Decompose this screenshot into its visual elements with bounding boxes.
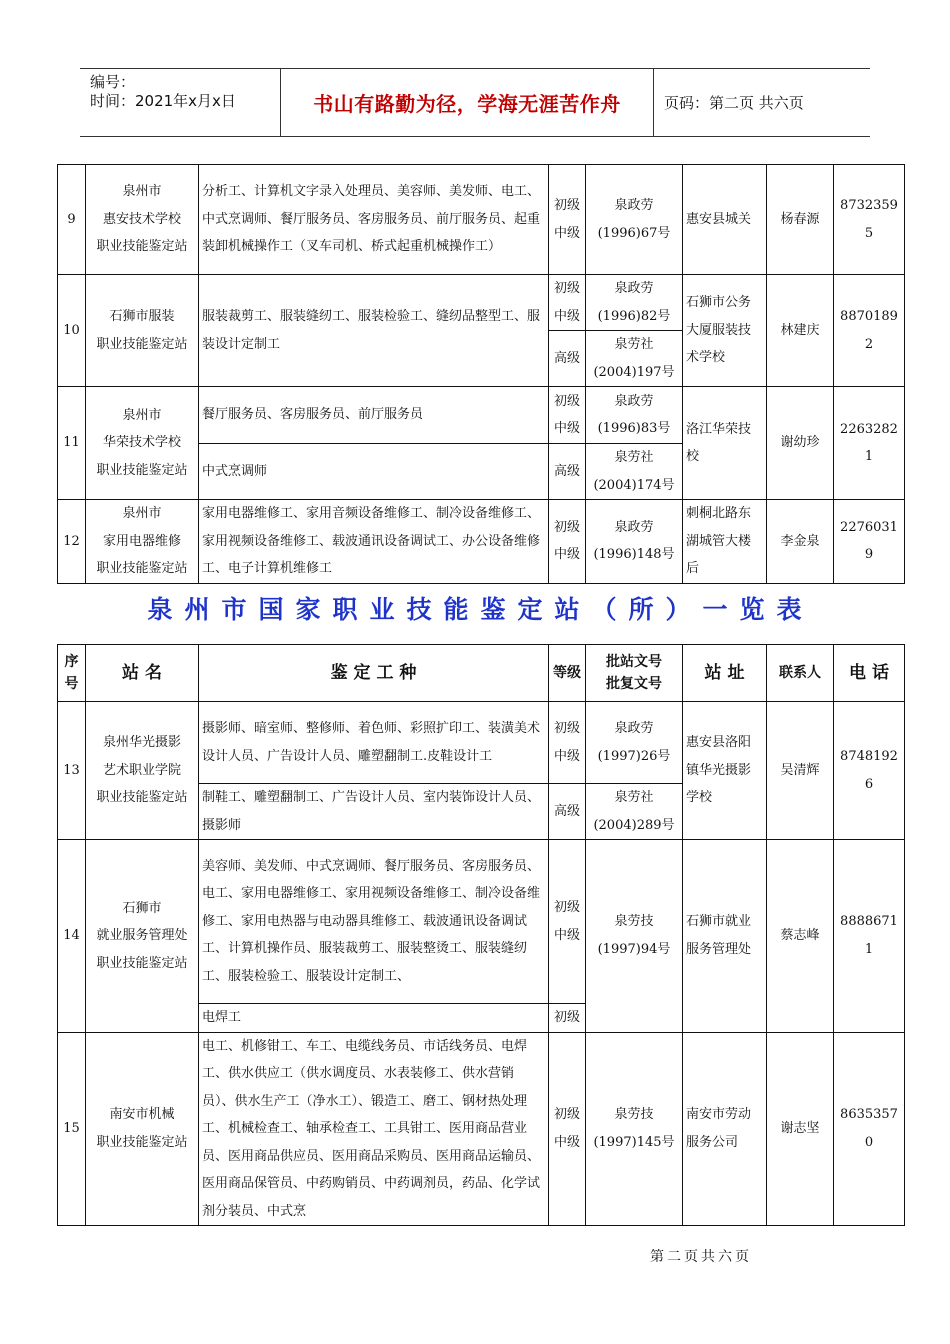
job-types: 电工、机修钳工、车工、电缆线务员、市话线务员、电焊工、供水供应工（供水调度员、水表装修工、供水营销员）、供水生产工（净水工）、锻造工、磨工、钢材热处理工、机械检查工、轴承检查工、工具钳工、医用商品营业员、医用商品供应员、医用商品采购员、医用商品运输员、医用商品保管员、中药购销员、中药调剂员，药品、化学试剂分装员、中式烹 [199,1032,549,1226]
approval-doc: 泉劳技 (1997)145号 [586,1032,683,1226]
table-header-row [58,645,905,702]
station-table-continued [57,164,905,584]
level: 初级 中级 [549,840,586,1004]
level: 初级 中级 [549,387,586,444]
station-address: 惠安县城关 [683,165,767,275]
station-address: 惠安县洛阳镇华光摄影学校 [683,702,767,840]
approval-doc: 泉劳技 (1997)94号 [586,840,683,1033]
level: 初级 中级 [549,275,586,331]
table-row [58,275,905,331]
job-types: 美容师、美发师、中式烹调师、餐厅服务员、客房服务员、电工、家用电器维修工、家用视频设备维修工、制冷设备维修工、家用电热器与电动器具维修工、载波通讯设备调试工、计算机操作员、服装裁剪工、服装整烫工、服装缝纫工、服装检验工、服装设计定制工、 [199,840,549,1004]
col-header-approval: 批站文号 批复文号 [586,645,683,702]
row-number: 13 [58,702,86,840]
col-header-level: 等级 [549,645,586,702]
approval-doc: 泉劳社 (2004)289号 [586,784,683,840]
col-header-number: 序号 [58,645,86,702]
header-page-cell [654,69,870,136]
station-name: 南安市机械 职业技能鉴定站 [86,1032,199,1226]
level: 高级 [549,444,586,500]
job-types: 中式烹调师 [199,444,549,500]
phone-number: 88886711 [834,840,905,1033]
table-row [58,840,905,1004]
contact-person: 吴清辉 [767,702,834,840]
contact-person: 李金泉 [767,500,834,584]
approval-doc: 泉政劳 (1996)148号 [586,500,683,584]
station-address: 石狮市公务大厦服装技术学校 [683,275,767,387]
col-header-address: 站 址 [683,645,767,702]
station-name: 石狮市服装 职业技能鉴定站 [86,275,199,387]
level: 初级 中级 [549,165,586,275]
station-name: 泉州市 华荣技术学校 职业技能鉴定站 [86,387,199,500]
approval-doc: 泉政劳 (1996)67号 [586,165,683,275]
level: 初级 中级 [549,500,586,584]
approval-doc: 泉政劳 (1997)26号 [586,702,683,784]
job-types: 分析工、计算机文字录入处理员、美容师、美发师、电工、中式烹调师、餐厅服务员、客房服务员、前厅服务员、起重装卸机械操作工（叉车司机、桥式起重机械操作工） [199,165,549,275]
col-header-phone: 电 话 [834,645,905,702]
code-label: 编号： [90,73,136,91]
level: 初级 [549,1004,586,1033]
job-types: 电焊工 [199,1004,549,1033]
station-table [57,644,905,1226]
station-name: 泉州市 家用电器维修 职业技能鉴定站 [86,500,199,584]
level: 初级 中级 [549,1032,586,1226]
row-number: 12 [58,500,86,584]
job-types: 家用电器维修工、家用音频设备维修工、制冷设备维修工、家用视频设备维修工、载波通讯设备调试工、办公设备维修工、电子计算机维修工 [199,500,549,584]
table-row [58,165,905,275]
page-indicator: 页码：第二页 共六页 [664,94,804,112]
station-address: 石狮市就业服务管理处 [683,840,767,1033]
phone-number: 87481926 [834,702,905,840]
station-address: 刺桐北路东湖城管大楼后 [683,500,767,584]
table-row [58,500,905,584]
col-header-contact: 联系人 [767,645,834,702]
approval-doc: 泉政劳 (1996)83号 [586,387,683,444]
job-types: 餐厅服务员、客房服务员、前厅服务员 [199,387,549,444]
station-name: 泉州市 惠安技术学校 职业技能鉴定站 [86,165,199,275]
col-header-station: 站 名 [86,645,199,702]
contact-person: 杨春源 [767,165,834,275]
station-name: 石狮市 就业服务管理处 职业技能鉴定站 [86,840,199,1033]
station-address: 洛江华荣技校 [683,387,767,500]
phone-number: 88701892 [834,275,905,387]
contact-person: 谢幼珍 [767,387,834,500]
table-row [58,1032,905,1226]
col-header-job-types: 鉴 定 工 种 [199,645,549,702]
row-number: 10 [58,275,86,387]
job-types: 摄影师、暗室师、整修师、着色师、彩照扩印工、装潢美术设计人员、广告设计人员、雕塑翻制工.皮鞋设计工 [199,702,549,784]
header-motto-cell [281,69,654,136]
level: 初级 中级 [549,702,586,784]
row-number: 14 [58,840,86,1033]
job-types: 制鞋工、雕塑翻制工、广告设计人员、室内装饰设计人员、摄影师 [199,784,549,840]
level: 高级 [549,784,586,840]
contact-person: 蔡志峰 [767,840,834,1033]
table-row [58,387,905,444]
station-address: 南安市劳动服务公司 [683,1032,767,1226]
job-types: 服装裁剪工、服装缝纫工、服装检验工、缝纫品整型工、服装设计定制工 [199,275,549,387]
approval-doc: 泉劳社 (2004)174号 [586,444,683,500]
page-header [80,68,870,137]
table-title: 泉州市国家职业技能鉴定站（所）一览表 [147,595,814,624]
approval-doc: 泉劳社 (2004)197号 [586,331,683,387]
contact-person: 林建庆 [767,275,834,387]
phone-number: 22632821 [834,387,905,500]
phone-number: 22760319 [834,500,905,584]
motto: 书山有路勤为径，学海无涯苦作舟 [313,92,621,116]
level: 高级 [549,331,586,387]
row-number: 15 [58,1032,86,1226]
header-meta [80,69,281,136]
station-name: 泉州华光摄影 艺术职业学院 职业技能鉴定站 [86,702,199,840]
row-number: 11 [58,387,86,500]
row-number: 9 [58,165,86,275]
phone-number: 87323595 [834,165,905,275]
approval-doc: 泉政劳 (1996)82号 [586,275,683,331]
contact-person: 谢志坚 [767,1032,834,1226]
phone-number: 86353570 [834,1032,905,1226]
time-label: 时间：2021年x月x日 [90,92,236,110]
footer-page-number: 第二页共六页 [650,1249,752,1265]
table-row [58,702,905,784]
